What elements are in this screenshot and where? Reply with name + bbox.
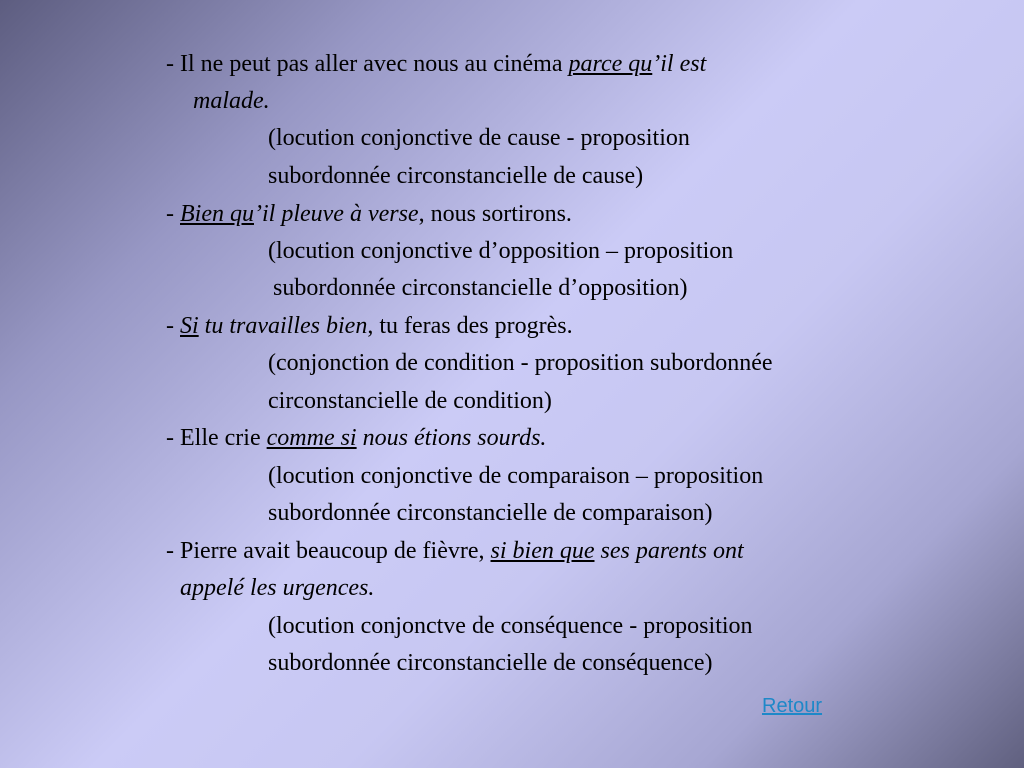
example-1-continuation: malade. [193,88,270,114]
example-2-tail: , nous sortirons. [418,201,572,227]
example-5-continuation: appelé les urgences. [180,575,375,601]
example-3-sentence [166,312,573,340]
example-3-conjunction: Si [180,313,199,339]
example-4-explanation-line-1: (locution conjonctive de comparaison – proposition [268,463,764,489]
example-4-conjunction: comme si [266,425,357,451]
example-5-explanation-line-1: (locution conjonctve de conséquence - proposition [268,613,753,639]
example-5-rest: ses parents ont [594,538,744,564]
example-1-sentence [166,50,706,78]
example-1-conjunction: parce qu [568,51,653,77]
example-5-lead: Pierre avait beaucoup de fièvre, [180,538,491,564]
bullet-dash: - [166,51,180,77]
example-2-rest: ’il pleuve à verse [253,201,419,227]
bullet-dash: - [166,425,180,451]
example-4-rest: nous étions sourds. [356,425,547,451]
example-5-sentence [166,537,744,565]
example-1-rest: ’il est [652,51,707,77]
example-2-explanation-line-2: subordonnée circonstancielle d’opposition) [273,275,688,301]
example-3-explanation-line-2: circonstancielle de condition) [268,388,552,414]
example-1-explanation-line-2: subordonnée circonstancielle de cause) [268,163,644,189]
example-4-lead: Elle crie [180,425,267,451]
example-3-tail: , tu feras des progrès. [367,313,573,339]
example-4-sentence [166,424,546,452]
example-1-explanation-line-1: (locution conjonctive de cause - proposition [268,125,690,151]
bullet-dash: - [166,313,180,339]
example-3-explanation-line-1: (conjonction de condition - proposition subordonnée [268,350,773,376]
example-4-explanation-line-2: subordonnée circonstancielle de comparaison) [268,500,713,526]
example-2-explanation-line-1: (locution conjonctive d’opposition – proposition [268,238,734,264]
example-3-rest: tu travailles bien [198,313,368,339]
example-2-conjunction: Bien qu [180,201,254,227]
example-2-sentence [166,200,572,228]
example-5-explanation-line-2: subordonnée circonstancielle de conséquence) [268,650,713,676]
bullet-dash: - [166,201,180,227]
bullet-dash: - [166,538,180,564]
example-1-lead: Il ne peut pas aller avec nous au cinéma [180,51,569,77]
retour-link[interactable]: Retour [762,695,823,717]
example-5-conjunction: si bien que [490,538,595,564]
